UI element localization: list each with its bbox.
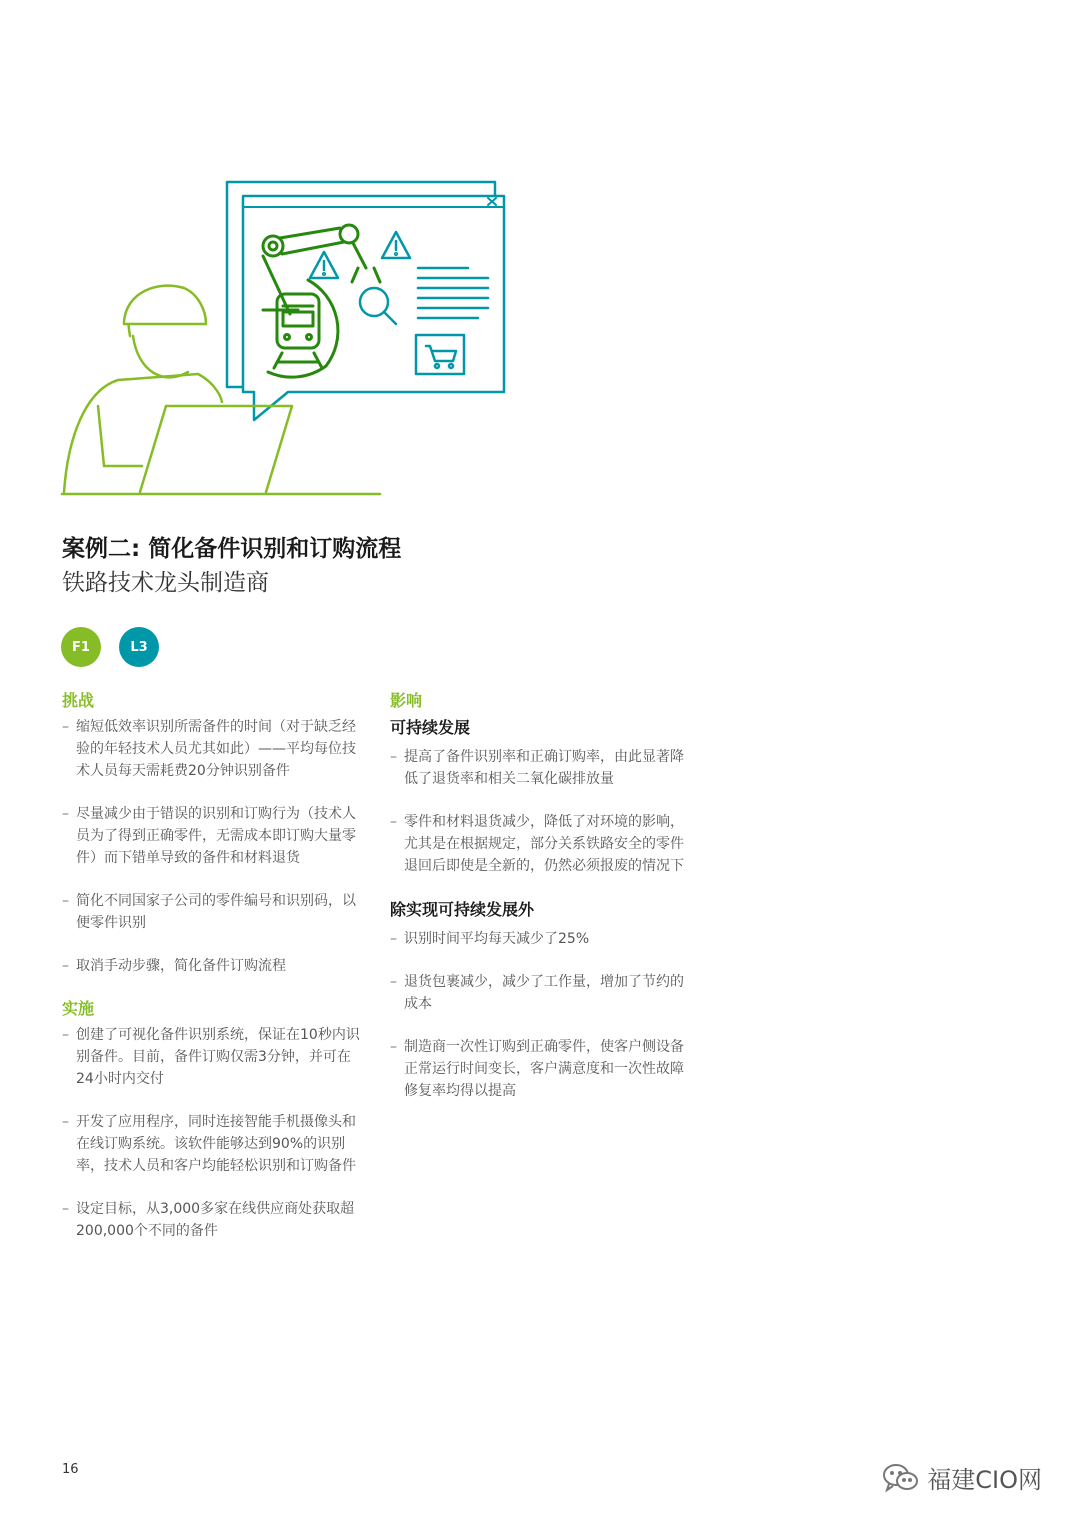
- list-item: – 零件和材料退货减少，降低了对环境的影响，尤其是在根据规定，部分关系铁路安全的零件退回后即使是全新的，仍然必须报废的情况下: [390, 811, 695, 877]
- list-item: – 尽量减少由于错误的识别和订购行为（技术人员为了得到正确零件，无需成本即订购大量零件）而下错单导致的备件和材料退货: [62, 803, 367, 869]
- list-item: – 退货包裹减少，减少了工作量，增加了节约的成本: [390, 971, 695, 1015]
- list-item: – 缩短低效率识别所需备件的时间（对于缺乏经验的年轻技术人员尤其如此）——平均每位技术人员每天需耗费20分钟识别备件: [62, 716, 367, 782]
- page-subtitle: 铁路技术龙头制造商: [62, 570, 269, 596]
- implementation-heading: 实施: [62, 999, 95, 1018]
- beyond-list: [390, 928, 695, 1102]
- challenge-heading: 挑战: [62, 691, 95, 710]
- right-column: [390, 690, 695, 1123]
- challenge-list: [62, 716, 367, 977]
- watermark: [881, 1460, 1042, 1495]
- list-item: – 设定目标，从3,000多家在线供应商处获取超200,000个不同的备件: [62, 1198, 367, 1242]
- list-item: – 识别时间平均每天减少了25%: [390, 928, 695, 950]
- list-item: – 提高了备件识别率和正确订购率，由此显著降低了退货率和相关二氧化碳排放量: [390, 746, 695, 790]
- badges: [61, 627, 159, 667]
- list-item: – 简化不同国家子公司的零件编号和识别码，以便零件识别: [62, 890, 367, 934]
- impact-heading: 影响: [390, 691, 423, 710]
- list-item: – 取消手动步骤，简化备件订购流程: [62, 955, 367, 977]
- list-item: – 开发了应用程序，同时连接智能手机摄像头和在线订购系统。该软件能够达到90%的识别率，技术人员和客户均能轻松识别和订购备件: [62, 1111, 367, 1177]
- technician-illustration: [58, 176, 518, 506]
- page-number: 16: [62, 1462, 79, 1477]
- page-title: 案例二: 简化备件识别和订购流程: [62, 536, 402, 562]
- badge-f1: F1: [61, 627, 101, 667]
- implementation-list: [62, 1024, 367, 1242]
- list-item: – 制造商一次性订购到正确零件，使客户侧设备正常运行时间变长，客户满意度和一次性故障修复率均得以提高: [390, 1036, 695, 1102]
- title-block: [62, 532, 762, 600]
- sustainability-heading: 可持续发展: [390, 718, 471, 737]
- beyond-heading: 除实现可持续发展外: [390, 900, 535, 919]
- left-column: [62, 690, 367, 1263]
- list-item: – 创建了可视化备件识别系统，保证在10秒内识别备件。目前，备件订购仅需3分钟，并可在24小时内交付: [62, 1024, 367, 1090]
- badge-l3: L3: [119, 627, 159, 667]
- watermark-text: 福建CIO网: [927, 1466, 1042, 1494]
- sustainability-list: [390, 746, 695, 877]
- wechat-icon: [881, 1462, 921, 1494]
